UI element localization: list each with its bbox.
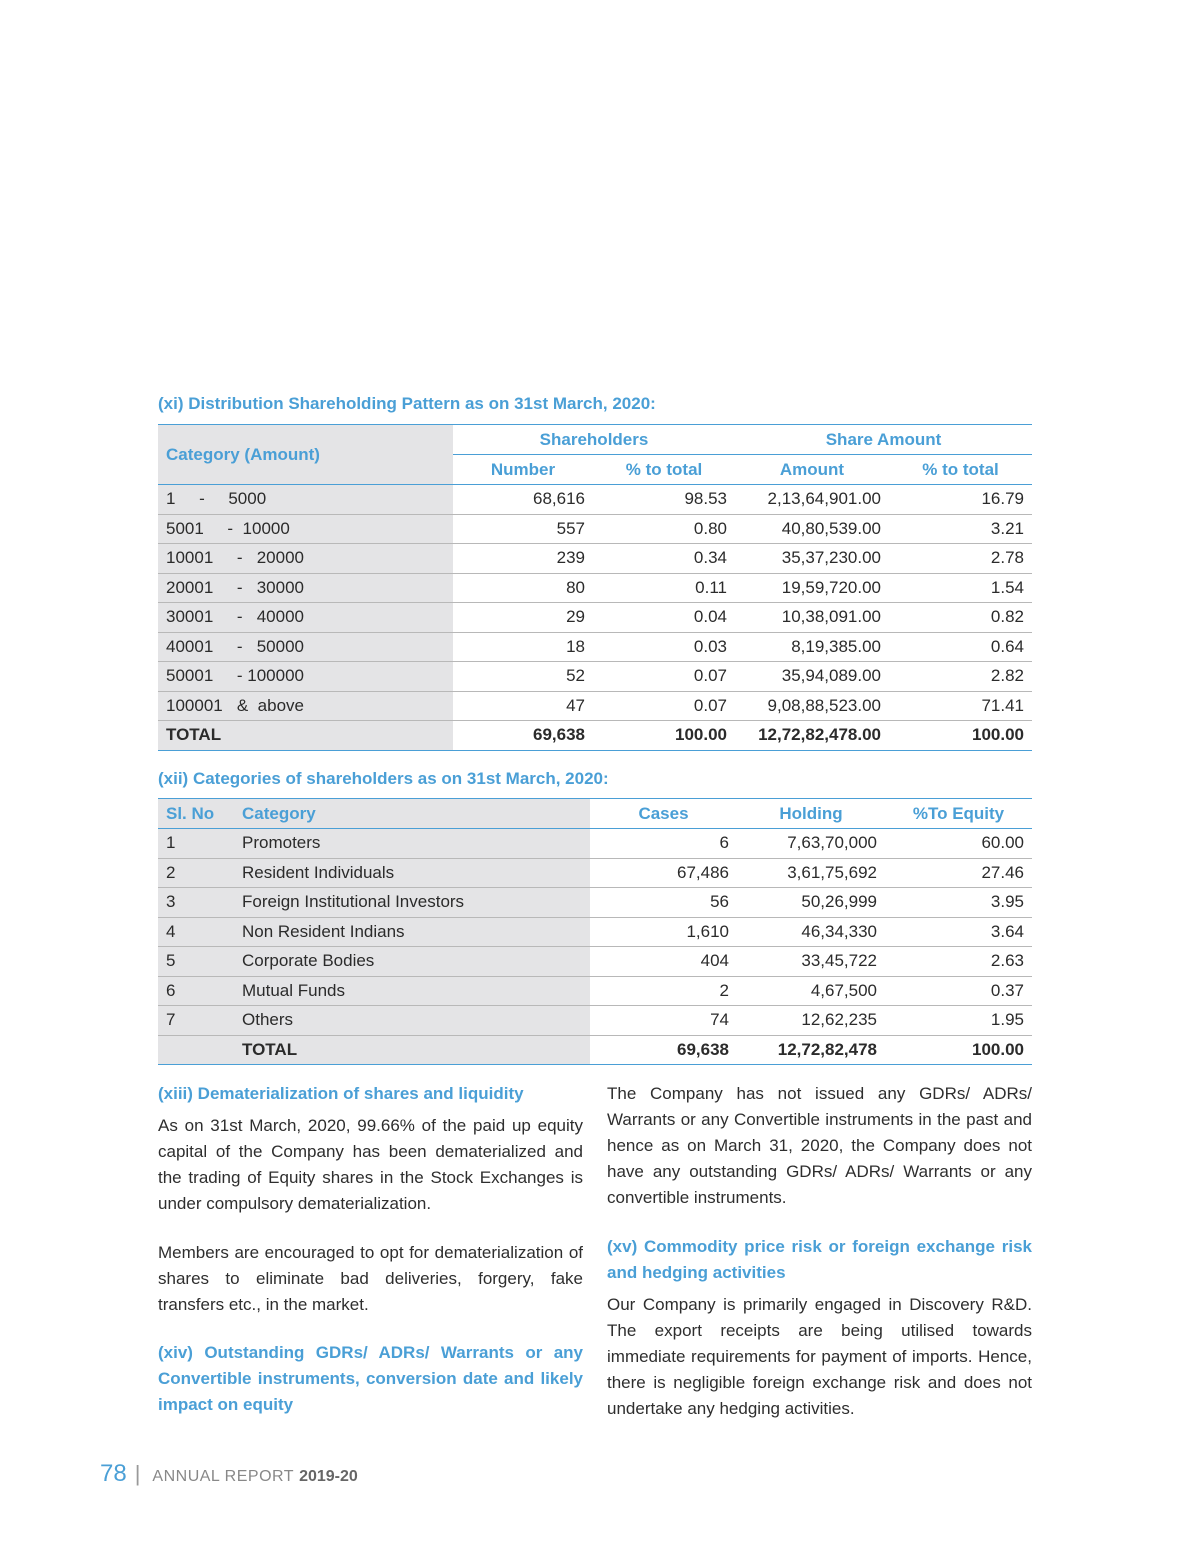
table-row: 5001 - 10000 557 0.80 40,80,539.00 3.21 [158, 514, 1032, 544]
amount-header: Amount [735, 455, 889, 485]
total-row: TOTAL 69,638 12,72,82,478 100.00 [158, 1035, 1032, 1065]
cases-header: Cases [590, 799, 737, 829]
table-row: 1 Promoters 6 7,63,70,000 60.00 [158, 829, 1032, 859]
distribution-title: (xi) Distribution Shareholding Pattern as on 31st March, 2020: [158, 394, 656, 413]
right-column [607, 1081, 1032, 1422]
number-header: Number [453, 455, 593, 485]
table-row: 50001 - 100000 52 0.07 35,94,089.00 2.82 [158, 662, 1032, 692]
table-row: 2 Resident Individuals 67,486 3,61,75,692 27.46 [158, 858, 1032, 888]
commodity-risk-paragraph: Our Company is primarily engaged in Discovery R&D. The export receipts are being utilised towards immediate requirements for payment of imports. Hence, there is negligible foreign exchange risk and does not undertake any hedging activities. [607, 1295, 1032, 1418]
categories-table [158, 798, 1032, 1065]
share-amount-header: Share Amount [735, 425, 1032, 455]
commodity-risk-heading: (xv) Commodity price risk or foreign exchange risk and hedging activities [607, 1237, 1032, 1282]
page-footer [100, 1460, 358, 1488]
total-row: TOTAL 69,638 100.00 12,72,82,478.00 100.00 [158, 721, 1032, 751]
report-year: 2019-20 [299, 1468, 358, 1485]
equity-header: %To Equity [885, 799, 1032, 829]
gdr-heading: (xiv) Outstanding GDRs/ ADRs/ Warrants or any Convertible instruments, conversion date and likely impact on equity [158, 1343, 583, 1414]
distribution-table [158, 424, 1032, 751]
page-number: 78 [100, 1460, 127, 1487]
shareholders-header: Shareholders [453, 425, 735, 455]
table-row: 7 Others 74 12,62,235 1.95 [158, 1006, 1032, 1036]
categories-title: (xii) Categories of shareholders as on 31st March, 2020: [158, 769, 609, 788]
table-row: 5 Corporate Bodies 404 33,45,722 2.63 [158, 947, 1032, 977]
report-label: ANNUAL REPORT [152, 1468, 295, 1485]
table-row: 6 Mutual Funds 2 4,67,500 0.37 [158, 976, 1032, 1006]
table-row: 20001 - 30000 80 0.11 19,59,720.00 1.54 [158, 573, 1032, 603]
slno-header: Sl. No [158, 799, 234, 829]
holding-header: Holding [737, 799, 885, 829]
category-amount-header: Category (Amount) [158, 425, 453, 485]
table-row: 10001 - 20000 239 0.34 35,37,230.00 2.78 [158, 544, 1032, 574]
members-paragraph: Members are encouraged to opt for dematerialization of shares to eliminate bad deliveries, forgery, fake transfers etc., in the market. [158, 1243, 583, 1314]
category-header: Category [234, 799, 590, 829]
table-row: 30001 - 40000 29 0.04 10,38,091.00 0.82 [158, 603, 1032, 633]
left-column [158, 1081, 583, 1418]
gdr-paragraph: The Company has not issued any GDRs/ ADRs/ Warrants or any Convertible instruments in the past and hence as on March 31, 2020, the Company does not have any outstanding GDRs/ ADRs/ Warrants or any convertible instruments. [607, 1084, 1032, 1207]
dematerialization-paragraph: As on 31st March, 2020, 99.66% of the paid up equity capital of the Company has been dematerialized and the trading of Equity shares in the Stock Exchanges is under compulsory dematerialization. [158, 1116, 583, 1213]
footer-separator: | [134, 1461, 141, 1486]
amount-pct-total-header: % to total [889, 455, 1032, 485]
table-row: 40001 - 50000 18 0.03 8,19,385.00 0.64 [158, 632, 1032, 662]
table-row: 1 - 5000 68,616 98.53 2,13,64,901.00 16.79 [158, 485, 1032, 515]
table-row: 3 Foreign Institutional Investors 56 50,26,999 3.95 [158, 888, 1032, 918]
table-row: 4 Non Resident Indians 1,610 46,34,330 3.64 [158, 917, 1032, 947]
dematerialization-heading: (xiii) Dematerialization of shares and liquidity [158, 1084, 524, 1103]
pct-total-header: % to total [593, 455, 735, 485]
table-row: 100001 & above 47 0.07 9,08,88,523.00 71.41 [158, 691, 1032, 721]
